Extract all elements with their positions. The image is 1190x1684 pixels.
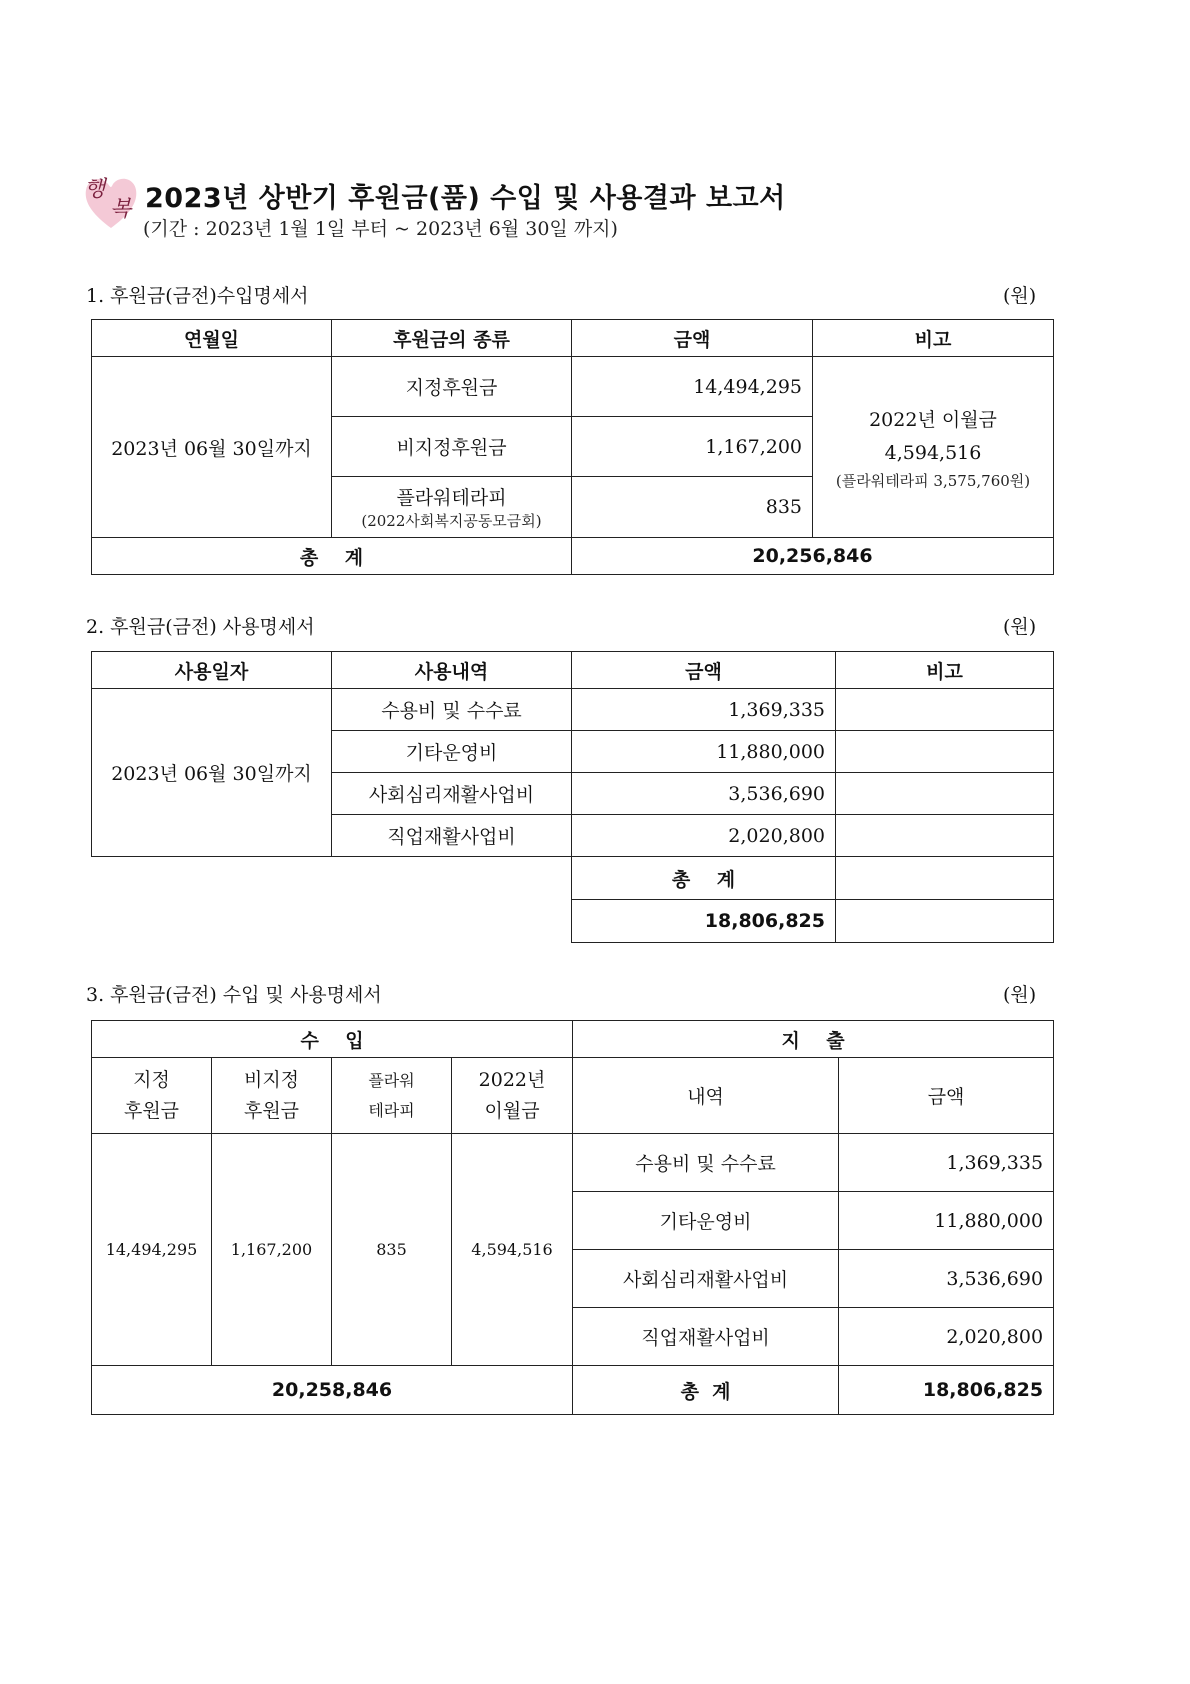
usage-total-value: 18,806,825 [572, 900, 836, 943]
col-label: 지정 [133, 1068, 170, 1091]
income-amount: 835 [572, 477, 813, 538]
col-label: 2022년 [478, 1068, 546, 1091]
income-type-sub: (2022사회복지공동모금회) [361, 512, 542, 530]
section2-unit: (원) [1003, 616, 1037, 638]
income-total-label: 총 계 [92, 538, 572, 575]
income-amount: 1,167,200 [572, 417, 813, 477]
header-amount: 금액 [572, 320, 813, 357]
section2-title: 2. 후원금(금전) 사용명세서 [86, 616, 315, 638]
expense-amount: 1,369,335 [839, 1134, 1054, 1192]
usage-item: 직업재활사업비 [332, 815, 572, 857]
income-carryover-value: 4,594,516 [452, 1134, 573, 1366]
expense-section-header: 지 출 [573, 1021, 1054, 1058]
col-label: 플라워 [368, 1070, 415, 1090]
report-period: (기간 : 2023년 1월 1일 부터 ~ 2023년 6월 30일 까지) [143, 218, 618, 240]
section3-title: 3. 후원금(금전) 수입 및 사용명세서 [86, 984, 382, 1006]
col-designated [92, 1058, 212, 1134]
header-note: 비고 [813, 320, 1054, 357]
header-type: 후원금의 종류 [332, 320, 572, 357]
summary-income-total: 20,258,846 [92, 1366, 573, 1415]
spacer [92, 857, 572, 900]
expense-amount: 3,536,690 [839, 1250, 1054, 1308]
expense-item: 기타운영비 [573, 1192, 839, 1250]
col-label: 후원금 [243, 1099, 300, 1122]
usage-note [836, 689, 1054, 731]
col-flower-therapy [332, 1058, 452, 1134]
income-type: 비지정후원금 [332, 417, 572, 477]
section1-unit: (원) [1003, 285, 1037, 307]
header-date: 연월일 [92, 320, 332, 357]
usage-amount: 3,536,690 [572, 773, 836, 815]
summary-expense-total: 18,806,825 [839, 1366, 1054, 1415]
summary-expense-total-label: 총 계 [573, 1366, 839, 1415]
section3-unit: (원) [1003, 984, 1037, 1006]
usage-total-note [836, 857, 1054, 900]
spacer [92, 900, 572, 943]
income-type-label: 플라워테라피 [396, 487, 507, 509]
header-usage-amount: 금액 [572, 652, 836, 689]
col-label: 테라피 [368, 1100, 415, 1120]
usage-amount: 11,880,000 [572, 731, 836, 773]
usage-item: 사회심리재활사업비 [332, 773, 572, 815]
logo-text-2: 복 [110, 197, 132, 222]
usage-item: 기타운영비 [332, 731, 572, 773]
header-usage-date: 사용일자 [92, 652, 332, 689]
usage-note [836, 731, 1054, 773]
usage-note [836, 773, 1054, 815]
header-usage-item: 사용내역 [332, 652, 572, 689]
page-title: 2023년 상반기 후원금(품) 수입 및 사용결과 보고서 [145, 183, 786, 214]
col-expense-item: 내역 [573, 1058, 839, 1134]
section1-title: 1. 후원금(금전)수입명세서 [86, 285, 309, 307]
col-label: 이월금 [484, 1099, 540, 1122]
expense-amount: 2,020,800 [839, 1308, 1054, 1366]
usage-amount: 2,020,800 [572, 815, 836, 857]
usage-total-label: 총 계 [572, 857, 836, 900]
income-type [332, 477, 572, 538]
income-note [813, 357, 1054, 538]
usage-item: 수용비 및 수수료 [332, 689, 572, 731]
col-expense-amount: 금액 [839, 1058, 1054, 1134]
note-carryover-label: 2022년 이월금 [869, 408, 997, 431]
expense-item: 직업재활사업비 [573, 1308, 839, 1366]
usage-table [91, 651, 1054, 943]
col-carryover [452, 1058, 573, 1134]
logo-text-1: 행 [84, 177, 106, 202]
summary-table [91, 1020, 1054, 1415]
col-undesignated [212, 1058, 332, 1134]
header-usage-note: 비고 [836, 652, 1054, 689]
usage-amount: 1,369,335 [572, 689, 836, 731]
heart-logo [82, 170, 140, 232]
expense-amount: 11,880,000 [839, 1192, 1054, 1250]
income-designated-value: 14,494,295 [92, 1134, 212, 1366]
usage-note [836, 815, 1054, 857]
usage-date: 2023년 06월 30일까지 [92, 689, 332, 857]
col-label: 비지정 [243, 1068, 300, 1091]
income-type: 지정후원금 [332, 357, 572, 417]
income-total-value: 20,256,846 [572, 538, 1054, 575]
note-flower-therapy: (플라워테라피 3,575,760원) [835, 471, 1031, 490]
usage-total-note [836, 900, 1054, 943]
expense-item: 사회심리재활사업비 [573, 1250, 839, 1308]
income-table [91, 319, 1054, 575]
expense-item: 수용비 및 수수료 [573, 1134, 839, 1192]
income-undesignated-value: 1,167,200 [212, 1134, 332, 1366]
income-amount: 14,494,295 [572, 357, 813, 417]
income-date: 2023년 06월 30일까지 [92, 357, 332, 538]
income-flower-value: 835 [332, 1134, 452, 1366]
col-label: 후원금 [123, 1099, 180, 1122]
income-section-header: 수 입 [92, 1021, 573, 1058]
note-carryover-value: 4,594,516 [884, 441, 982, 464]
